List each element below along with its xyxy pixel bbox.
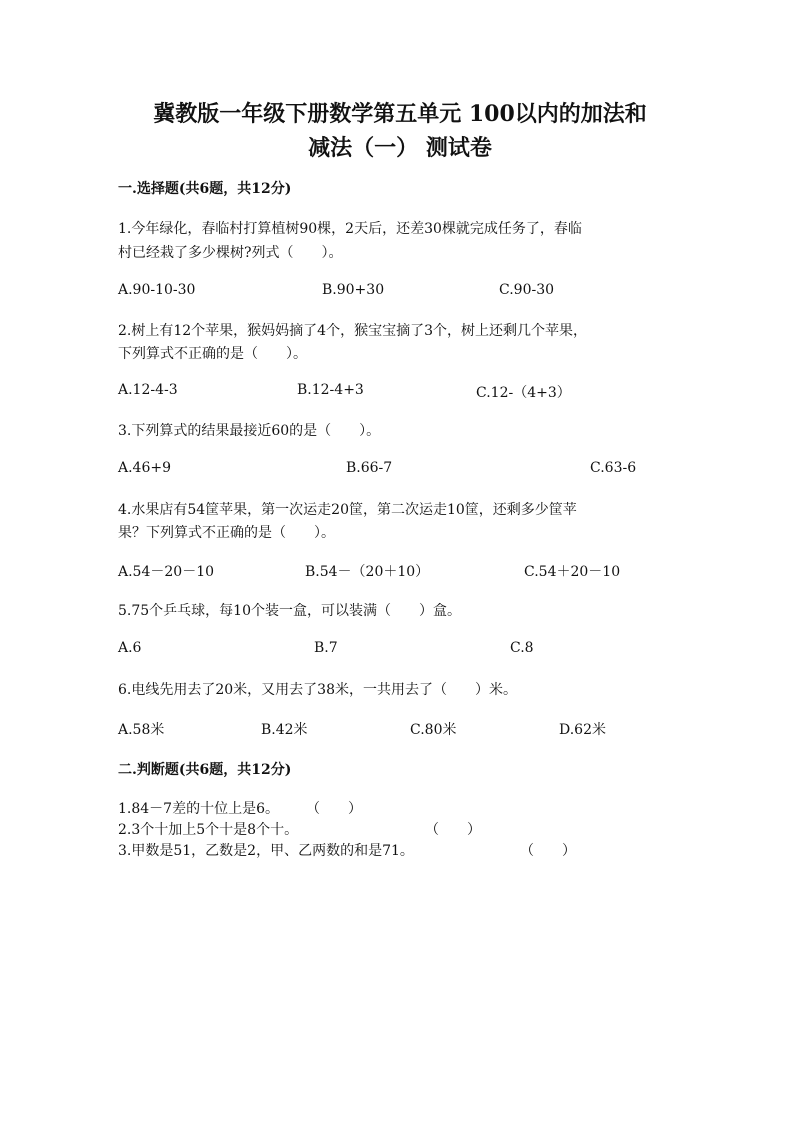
- question-5-line-1: 5.75个乒乓球，每10个装一盒，可以装满（ ）盒。: [118, 603, 461, 619]
- judge-item-2-text: 2.3个十加上5个十是8个十。: [118, 822, 299, 838]
- question-3-option-a[interactable]: A.46+9: [118, 460, 172, 476]
- question-5-option-a[interactable]: A.6: [118, 640, 142, 656]
- question-4-option-c[interactable]: C.54＋20－10: [524, 564, 621, 580]
- exam-title-line-2: 减法（一） 测试卷: [308, 135, 492, 161]
- question-1-line-1: 1.今年绿化，春临村打算植树90棵，2天后，还差30棵就完成任务了，春临: [118, 221, 582, 237]
- question-2-option-b[interactable]: B.12-4+3: [297, 382, 364, 398]
- judge-item-3-blank[interactable]: （ ）: [520, 843, 576, 859]
- question-2-option-a[interactable]: A.12-4-3: [118, 382, 178, 398]
- question-6-line-1: 6.电线先用去了20米，又用去了38米，一共用去了（ ）米。: [118, 682, 517, 698]
- question-6-option-c[interactable]: C.80米: [410, 722, 457, 738]
- question-4-line-1: 4.水果店有54筐苹果，第一次运走20筐，第二次运走10筐，还剩多少筐苹: [118, 502, 577, 518]
- question-4-option-b[interactable]: B.54－（20＋10）: [305, 564, 430, 580]
- section-heading-true-false: 二.判断题(共6题，共12分): [118, 762, 292, 778]
- question-6-option-b[interactable]: B.42米: [261, 722, 308, 738]
- judge-item-1-blank[interactable]: （ ）: [306, 801, 362, 817]
- question-1-option-b[interactable]: B.90+30: [322, 282, 385, 298]
- question-1-option-a[interactable]: A.90-10-30: [118, 282, 196, 298]
- question-2-line-1: 2.树上有12个苹果，猴妈妈摘了4个，猴宝宝摘了3个，树上还剩几个苹果，: [118, 323, 587, 339]
- judge-item-1-text: 1.84－7差的十位上是6。: [118, 801, 279, 817]
- question-3-option-b[interactable]: B.66-7: [346, 460, 393, 476]
- section-heading-choice: 一.选择题(共6题，共12分): [118, 181, 292, 197]
- question-2-option-c[interactable]: C.12-（4+3）: [476, 385, 571, 401]
- question-6-option-a[interactable]: A.58米: [118, 722, 165, 738]
- question-6-option-d[interactable]: D.62米: [559, 722, 606, 738]
- question-4-line-2: 果？下列算式不正确的是（ ）。: [118, 525, 335, 541]
- question-5-option-c[interactable]: C.8: [510, 640, 534, 656]
- question-2-line-2: 下列算式不正确的是（ ）。: [118, 346, 307, 362]
- question-1-line-2: 村已经栽了多少棵树?列式（ ）。: [118, 245, 343, 261]
- exam-title-line-1: 冀教版一年级下册数学第五单元 100以内的加法和: [153, 101, 647, 127]
- question-4-option-a[interactable]: A.54－20－10: [118, 564, 215, 580]
- question-3-line-1: 3.下列算式的结果最接近60的是（ ）。: [118, 423, 381, 439]
- question-3-option-c[interactable]: C.63-6: [590, 460, 637, 476]
- judge-item-3-text: 3.甲数是51，乙数是2，甲、乙两数的和是71。: [118, 843, 414, 859]
- question-5-option-b[interactable]: B.7: [314, 640, 338, 656]
- question-1-option-c[interactable]: C.90-30: [499, 282, 555, 298]
- judge-item-2-blank[interactable]: （ ）: [425, 822, 481, 838]
